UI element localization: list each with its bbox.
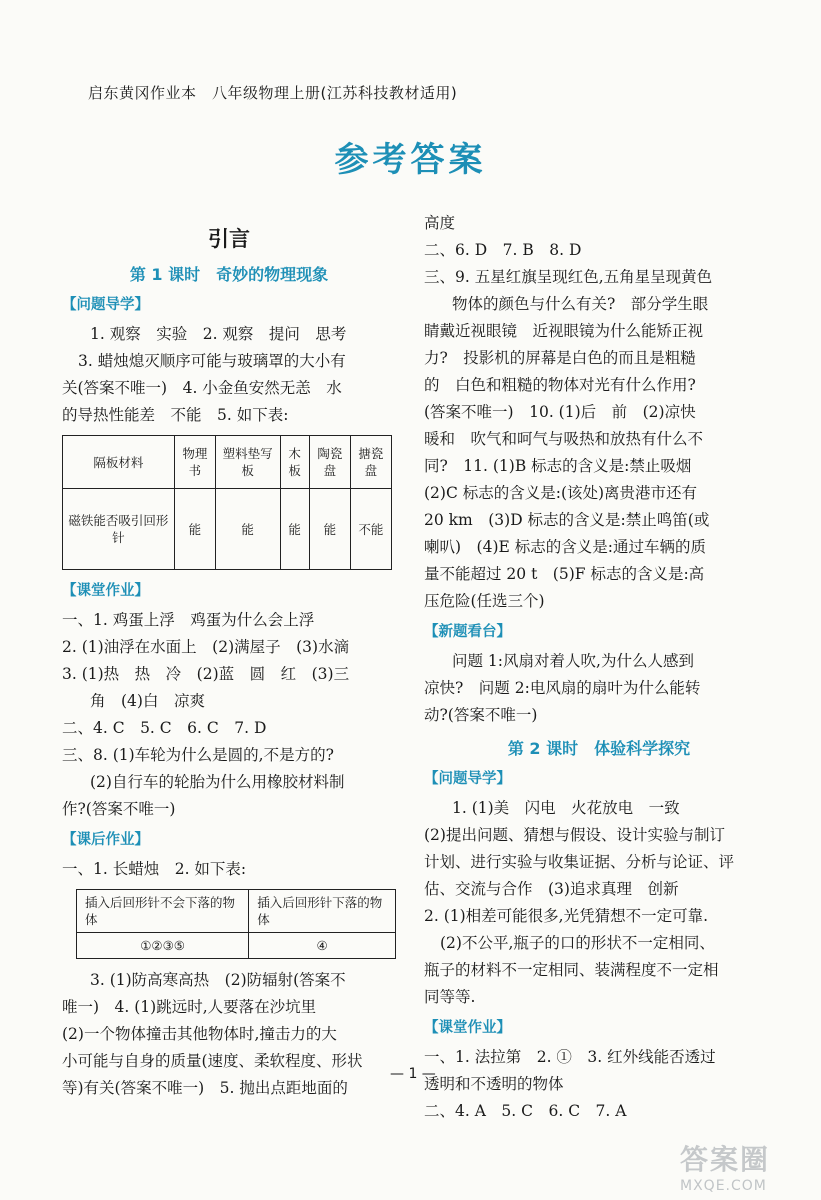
answer-line: 计划、进行实验与收集证据、分析与论证、评 (424, 853, 735, 871)
answer-line: 二、4. A 5. C 6. C 7. A (424, 1102, 627, 1120)
lesson-title: 第 1 课时 奇妙的物理现象 (129, 265, 329, 284)
table-cell: 能 (215, 489, 280, 570)
table-cell: 不能 (350, 489, 391, 570)
page-title: 参考答案 (334, 140, 487, 180)
answer-line: 3. 蜡烛熄灭顺序可能与玻璃罩的大小有 (78, 352, 346, 370)
table-header-cell: 搪瓷盘 (350, 436, 391, 489)
tag-classwork: 【课堂作业】 (62, 583, 149, 599)
answer-line: 关(答案不唯一) 4. 小金鱼安然无恙 水 (62, 379, 342, 397)
tag-problem-guide: 【问题导学】 (424, 771, 511, 787)
watermark-url: MXQE.COM (680, 1178, 767, 1194)
watermark-text: 答案圈 (680, 1143, 771, 1176)
answer-line: 20 km (3)D 标志的含义是:禁止鸣笛(或 (424, 511, 710, 529)
answer-line: 1. 观察 实验 2. 观察 提问 思考 (90, 325, 347, 343)
table-header-cell: 物理书 (174, 436, 215, 489)
left-column (62, 222, 396, 1102)
answer-line: 喇叭) (4)E 标志的含义是:通过车辆的质 (424, 538, 706, 556)
answer-line: 的 白色和粗糙的物体对光有什么作用? (424, 376, 696, 394)
answer-line: (2)提出问题、猜想与假设、设计实验与制订 (424, 826, 725, 844)
tag-classwork: 【课堂作业】 (424, 1020, 511, 1036)
table-cell: ④ (249, 933, 396, 959)
answer-line: 暖和 吹气和呵气与吸热和放热有什么不 (424, 430, 704, 448)
answer-line: 透明和不透明的物体 (424, 1075, 564, 1093)
answer-line: 动?(答案不唯一) (424, 706, 538, 724)
tag-new-questions: 【新题看台】 (424, 624, 511, 640)
table-cell: 能 (174, 489, 215, 570)
table-header-cell: 陶瓷盘 (309, 436, 350, 489)
answer-line: 压危险(任选三个) (424, 592, 545, 610)
right-column (424, 210, 774, 1125)
book-header: 启东黄冈作业本 八年级物理上册(江苏科技教材适用) (88, 84, 458, 102)
answer-line: 的导热性能差 不能 5. 如下表: (62, 406, 289, 424)
tag-problem-guide: 【问题导学】 (62, 297, 149, 313)
answer-line: 角 (4)白 凉爽 (90, 692, 205, 710)
answer-line: 三、9. 五星红旗呈现红色,五角星呈现黄色 (424, 268, 713, 286)
answer-line: 1. (1)美 闪电 火花放电 一致 (452, 799, 680, 817)
answer-line: 唯一) 4. (1)跳远时,人要落在沙坑里 (62, 998, 317, 1016)
answer-line: 估、交流与合作 (3)追求真理 创新 (424, 880, 679, 898)
table-header-cell: 插入后回形针下落的物体 (249, 890, 396, 933)
section-title: 引言 (208, 227, 250, 251)
table-header-cell: 隔板材料 (63, 436, 175, 489)
table-header-cell: 塑料垫写板 (215, 436, 280, 489)
table-cell: 磁铁能否吸引回形针 (63, 489, 175, 570)
answer-line: 力? 投影机的屏幕是白色的而且是粗糙 (424, 349, 696, 367)
tag-homework: 【课后作业】 (62, 832, 149, 848)
answer-line: 物体的颜色与什么有关? 部分学生眼 (452, 295, 709, 313)
answer-line: 睛戴近视眼镜 近视眼镜为什么能矫正视 (424, 322, 704, 340)
answer-line: 作?(答案不唯一) (62, 800, 176, 818)
answer-line: 凉快? 问题 2:电风扇的扇叶为什么能转 (424, 679, 701, 697)
answer-line: (2)一个物体撞击其他物体时,撞击力的大 (62, 1025, 337, 1043)
answer-line: 一、1. 长蜡烛 2. 如下表: (62, 860, 247, 878)
answer-line: 2. (1)相差可能很多,光凭猜想不一定可靠. (424, 907, 709, 925)
answer-line: (答案不唯一) 10. (1)后 前 (2)凉快 (424, 403, 696, 421)
table-cell: ①②③⑤ (77, 933, 249, 959)
answer-line: (2)C 标志的含义是:(该处)离贵港市还有 (424, 484, 698, 502)
answer-line: 2. (1)油浮在水面上 (2)满屋子 (3)水滴 (62, 638, 350, 656)
answer-line: 3. (1)防高寒高热 (2)防辐射(答案不 (90, 971, 346, 989)
answer-line: 同? 11. (1)B 标志的含义是:禁止吸烟 (424, 457, 692, 475)
answer-line: 同等等. (424, 988, 476, 1006)
paperclip-table (76, 889, 396, 959)
answer-line: 问题 1:风扇对着人吹,为什么人感到 (452, 652, 694, 670)
answer-line: 3. (1)热 热 冷 (2)蓝 圆 红 (3)三 (62, 665, 350, 683)
answer-line: 二、4. C 5. C 6. C 7. D (62, 719, 267, 737)
answer-line: 量不能超过 20 t (5)F 标志的含义是:高 (424, 565, 705, 583)
lesson-title: 第 2 课时 体验科学探究 (507, 739, 691, 758)
answer-line: 二、6. D 7. B 8. D (424, 241, 582, 259)
table-header-cell: 木板 (280, 436, 309, 489)
answer-line: 一、1. 法拉第 2. ① 3. 红外线能否透过 (424, 1048, 716, 1066)
answer-line: 一、1. 鸡蛋上浮 鸡蛋为什么会上浮 (62, 611, 315, 629)
answer-line: 瓶子的材料不一定相同、装满程度不一定相 (424, 961, 719, 979)
answer-line: 等)有关(答案不唯一) 5. 抛出点距地面的 (62, 1079, 348, 1097)
table-cell: 能 (309, 489, 350, 570)
answer-line: 高度 (424, 214, 456, 232)
answer-line: 三、8. (1)车轮为什么是圆的,不是方的? (62, 746, 334, 764)
answer-line: (2)不公平,瓶子的口的形状不一定相同、 (440, 934, 715, 952)
table-header-cell: 插入后回形针不会下落的物体 (77, 890, 249, 933)
material-table (62, 435, 392, 570)
table-cell: 能 (280, 489, 309, 570)
watermark-logo (680, 1138, 800, 1194)
answer-line: 小可能与自身的质量(速度、柔软程度、形状 (62, 1052, 363, 1070)
page-number: — 1 — (390, 1066, 436, 1082)
answer-line: (2)自行车的轮胎为什么用橡胶材料制 (90, 773, 345, 791)
